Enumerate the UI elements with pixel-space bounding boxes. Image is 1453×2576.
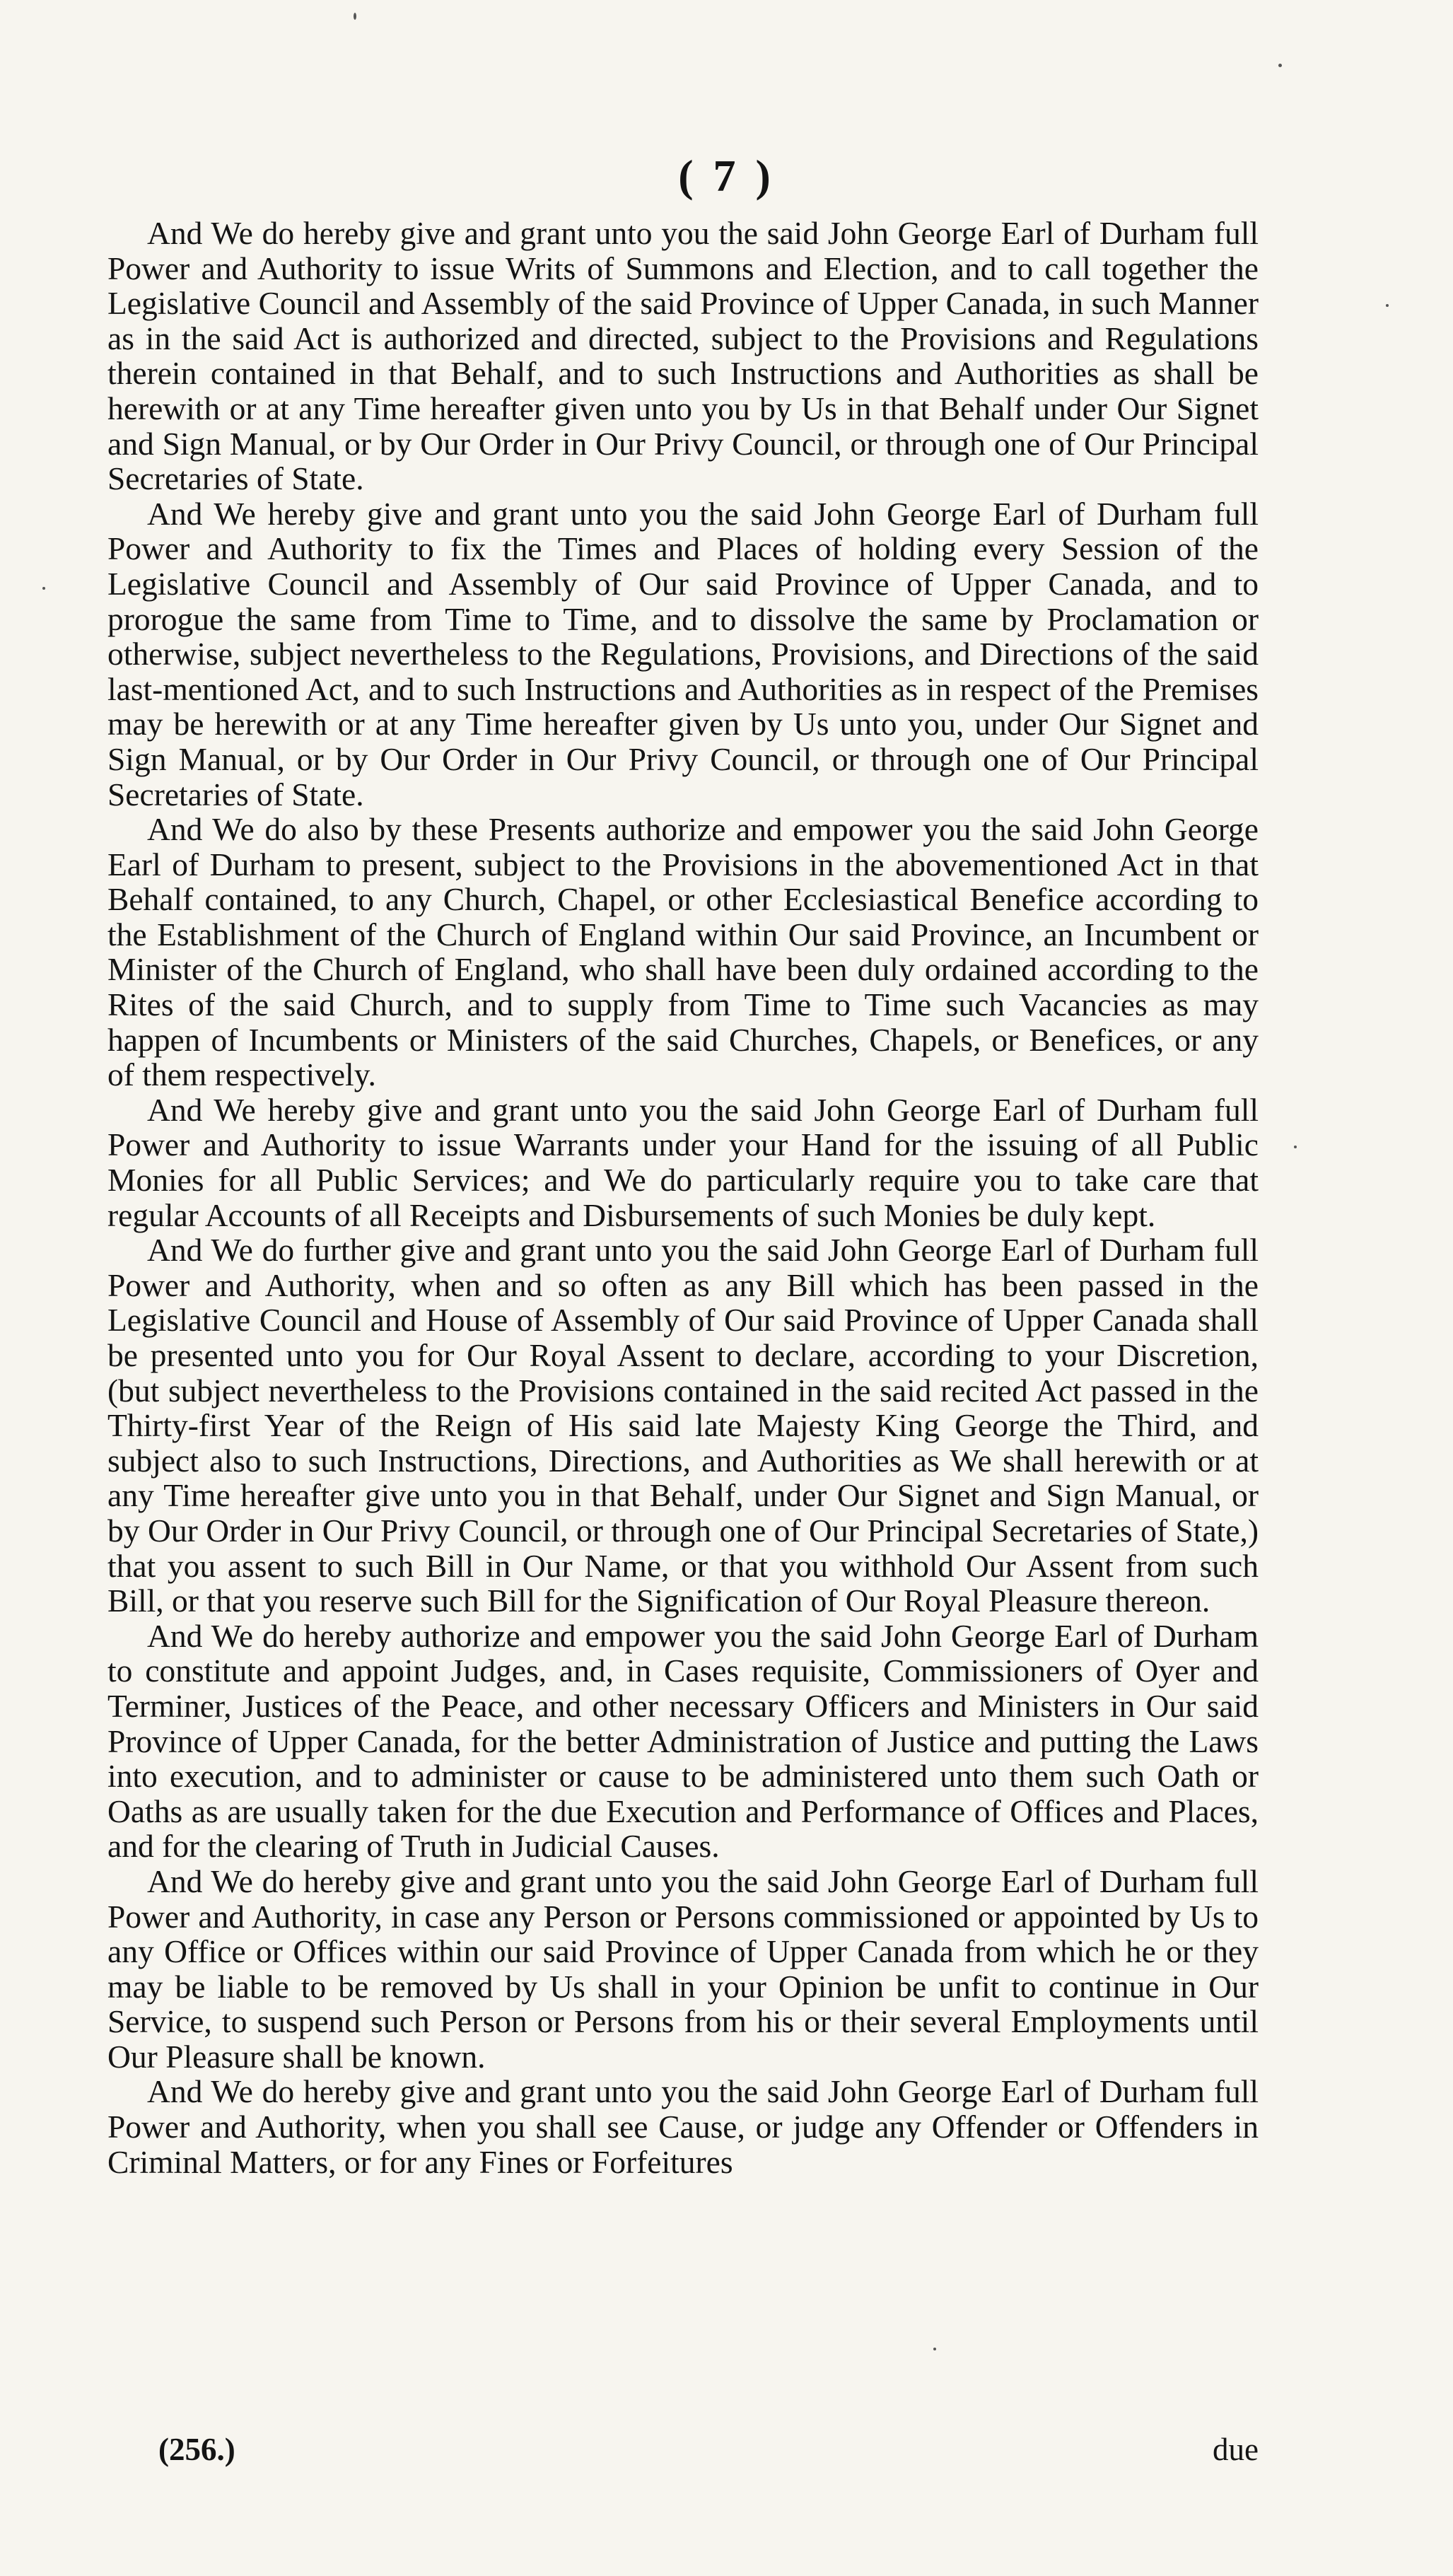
print-speck xyxy=(1386,304,1389,307)
paragraph-royal-assent: And We do further give and grant unto you the said John George Earl of Durham full Power and Authority, when and so often as any Bill which has been passed in the Legislative Council and House of Assembly of Our said Province of Upper Canada shall be presented unto you for Our Royal Assent to declare, according to your Discretion, (but subject nevertheless to the Provisions contained in the said recited Act passed in the Thirty-first Year of the Reign of His said late Majesty King George the Third, and subject also to such Instructions, Directions, and Authorities as We shall herewith or at any Time hereafter give unto you in that Behalf, under Our Signet and Sign Manual, or by Our Order in Our Privy Council, or through one of Our Principal Secretaries of State,) that you assent to such Bill in Our Name, or that you withhold Our Assent from such Bill, or that you reserve such Bill for the Signification of Our Royal Pleasure thereon. xyxy=(107,1232,1259,1619)
paragraph-ecclesiastical-benefice: And We do also by these Presents authorize and empower you the said John George Earl of Durham to present, subject to the Provisions in the abovementioned Act in that Behalf contained, to any Church, Chapel, or other Ecclesiastical Benefice according to the Establishment of the Church of England within Our said Province, an Incumbent or Minister of the Church of England, who shall have been duly ordained according to the Rites of the said Church, and to supply from Time to Time such Vacancies as may happen of Incumbents or Ministers of the said Churches, Chapels, or Benefices, or any of them respectively. xyxy=(107,811,1259,1093)
paragraph-pardon-offenders: And We do hereby give and grant unto you the said John George Earl of Durham full Power and Authority, when you shall see Cause, or judge any Offender or Offenders in Criminal Matters, or for any Fines or Forfeitures xyxy=(107,2073,1259,2180)
paragraph-suspension-of-officers: And We do hereby give and grant unto you the said John George Earl of Durham full Power and Authority, in case any Person or Persons commissioned or appointed by Us to any Office or Offices within our said Province of Upper Canada from which he or they may be liable to be removed by Us shall in your Opinion be unfit to continue in Our Service, to suspend such Person or Persons from his or their several Employments until Our Pleasure shall be known. xyxy=(107,1863,1259,2075)
page-footer xyxy=(107,2431,1259,2473)
print-speck xyxy=(1278,64,1282,67)
paragraph-judges-appointment: And We do hereby authorize and empower you the said John George Earl of Durham to constitute and appoint Judges, and, in Cases requisite, Commissioners of Oyer and Terminer, Justices of the Peace, and other necessary Officers and Ministers in Our said Province of Upper Canada, for the better Administration of Justice and putting the Laws into execution, and to administer or cause to be administered unto them such Oath or Oaths as are usually taken for the due Execution and Performance of Offices and Places, and for the clearing of Truth in Judicial Causes. xyxy=(107,1617,1259,1865)
catchword: due xyxy=(1213,2432,1259,2467)
paragraph-times-and-places: And We hereby give and grant unto you the said John George Earl of Durham full Power and Authority to fix the Times and Places of holding every Session of the Legislative Council and Assembly of Our said Province of Upper Canada, and to prorogue the same from Time to Time, and to dissolve the same by Proclamation or otherwise, subject nevertheless to the Regulations, Provisions, and Directions of the said last-mentioned Act, and to such Instructions and Authorities as in respect of the Premises may be herewith or at any Time hereafter given by Us unto you, under Our Signet and Sign Manual, or by Our Order in Our Privy Council, or through one of Our Principal Secretaries of State. xyxy=(107,495,1259,812)
document-body xyxy=(107,216,1259,2179)
page-number: ( 7 ) xyxy=(678,151,775,201)
paragraph-public-monies: And We hereby give and grant unto you the said John George Earl of Durham full Power and Authority to issue Warrants under your Hand for the issuing of all Public Monies for all Public Services; and We do particularly require you to take care that regular Accounts of all Receipts and Disbursements of such Monies be duly kept. xyxy=(107,1091,1259,1233)
print-speck xyxy=(933,2348,936,2350)
print-speck xyxy=(42,587,45,590)
print-speck xyxy=(354,13,356,20)
paragraph-writs-of-summons: And We do hereby give and grant unto you the said John George Earl of Durham full Power and Authority to issue Writs of Summons and Election, and to call together the Legislative Council and Assembly of the said Province of Upper Canada, in such Manner as in the said Act is authorized and directed, subject to the Provisions and Regulations therein contained in that Behalf, and to such Instructions and Authorities as shall be herewith or at any Time hereafter given unto you by Us in that Behalf under Our Signet and Sign Manual, or by Our Order in Our Privy Council, or through one of Our Principal Secretaries of State. xyxy=(107,215,1259,497)
print-speck xyxy=(1294,1146,1297,1148)
signature-mark: (256.) xyxy=(158,2432,235,2467)
